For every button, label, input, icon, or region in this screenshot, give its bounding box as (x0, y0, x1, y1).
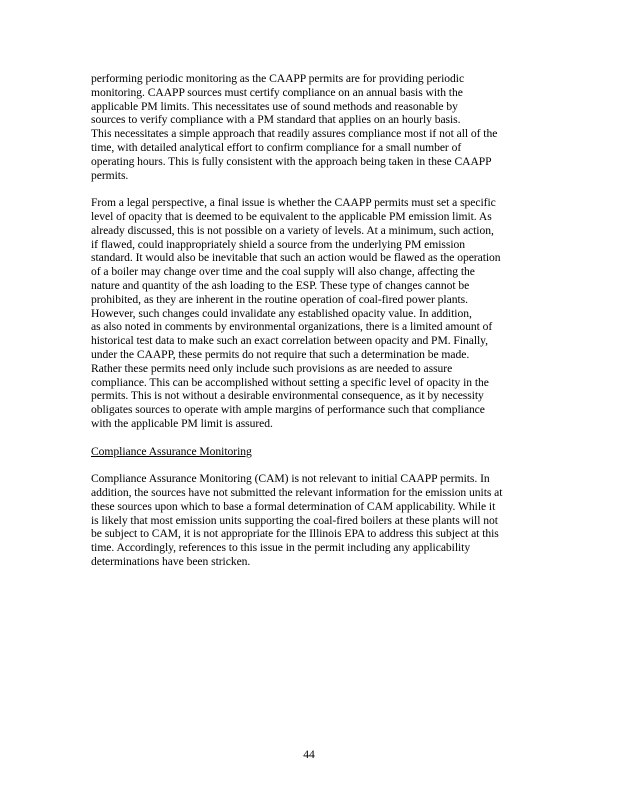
text-line: obligates sources to operate with ample margins of performance such that compliance (91, 403, 485, 417)
text-line: time. Accordingly, references to this issue in the permit including any applicability (91, 541, 471, 555)
paragraph-3 (91, 472, 579, 569)
text-line: be subject to CAM, it is not appropriate for the Illinois EPA to address this subject at this (91, 527, 499, 541)
text-line: under the CAAPP, these permits do not require that such a determination be made. (91, 347, 470, 361)
text-line: of a boiler may change over time and the coal supply will also change, affecting the (91, 265, 475, 279)
text-line: already discussed, this is not possible on a variety of levels. At a minimum, such action, (91, 223, 494, 237)
paragraph-2 (91, 196, 579, 431)
text-line: time, with detailed analytical effort to confirm compliance for a small number of (91, 140, 462, 154)
text-line: is likely that most emission units supporting the coal-fired boilers at these plants will not (91, 513, 498, 527)
text-line: compliance. This can be accomplished without setting a specific level of opacity in the (91, 375, 489, 389)
text-line: permits. (91, 168, 129, 182)
text-line: if flawed, could inappropriately shield a source from the underlying PM emission (91, 237, 465, 251)
text-line: determinations have been stricken. (91, 554, 251, 568)
text-line: prohibited, as they are inherent in the routine operation of coal-fired power plants. (91, 292, 468, 306)
section-heading: Compliance Assurance Monitoring (91, 444, 252, 458)
text-line: these sources upon which to base a formal determination of CAM applicability. While it (91, 499, 496, 513)
text-line: From a legal perspective, a final issue is whether the CAAPP permits must set a specific (91, 196, 496, 210)
text-line: with the applicable PM limit is assured. (91, 416, 273, 430)
text-line: operating hours. This is fully consistent with the approach being taken in these CAAPP (91, 154, 492, 168)
paragraph-1 (91, 72, 579, 182)
text-line: performing periodic monitoring as the CAAPP permits are for providing periodic (91, 72, 465, 85)
text-line: This necessitates a simple approach that readily assures compliance most if not all of the (91, 127, 498, 141)
text-line: nature and quantity of the ash loading to the ESP. These type of changes cannot be (91, 278, 470, 292)
document-body (91, 72, 579, 569)
text-line: monitoring. CAAPP sources must certify compliance on an annual basis with the (91, 85, 463, 99)
text-line: level of opacity that is deemed to be equivalent to the applicable PM emission limit. As (91, 209, 492, 223)
text-line: as also noted in comments by environmental organizations, there is a limited amount of (91, 320, 493, 334)
text-line: permits. This is not without a desirable environmental consequence, as it by necessity (91, 389, 484, 403)
text-line: applicable PM limits. This necessitates use of sound methods and reasonable by (91, 99, 458, 113)
text-line: historical test data to make such an exact correlation between opacity and PM. Finally, (91, 334, 489, 348)
page-number: 44 (303, 748, 315, 761)
text-line: However, such changes could invalidate any established opacity value. In addition, (91, 306, 472, 320)
text-line: sources to verify compliance with a PM standard that applies on an hourly basis. (91, 113, 461, 127)
text-line: Compliance Assurance Monitoring (CAM) is not relevant to initial CAAPP permits. In (91, 472, 490, 486)
text-line: Rather these permits need only include such provisions as are needed to assure (91, 361, 453, 375)
text-line: standard. It would also be inevitable that such an action would be flawed as the operation (91, 251, 501, 265)
text-line: addition, the sources have not submitted the relevant information for the emission units at (91, 485, 503, 499)
